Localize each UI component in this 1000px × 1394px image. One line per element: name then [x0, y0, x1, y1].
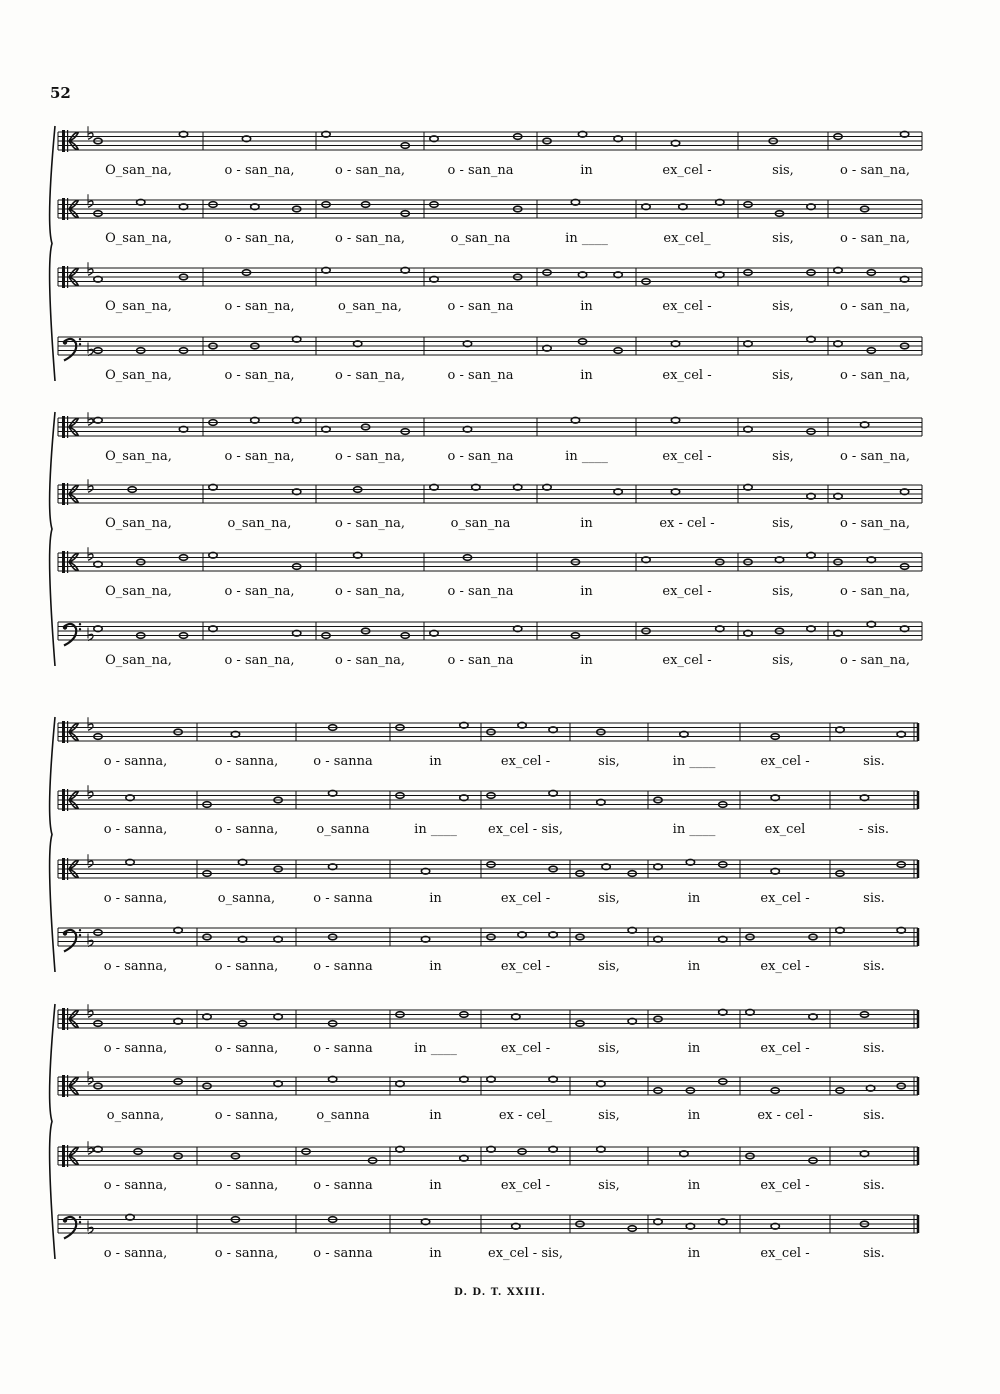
staff	[58, 262, 922, 314]
lyric-syllable: o_san_na	[450, 231, 511, 246]
lyric-syllable: o - san_na,	[334, 584, 406, 599]
lyric-syllable: ex_cel -	[760, 754, 810, 769]
lyric-syllable: o - san_na,	[839, 449, 911, 464]
lyric-syllable: sis.	[863, 1246, 885, 1261]
lyric-syllable: ex_cel -	[662, 449, 712, 464]
lyric-syllable: o - san_na,	[224, 231, 295, 246]
flat-key-signature-icon	[88, 1004, 93, 1017]
lyric-syllable: o - sanna,	[214, 1178, 279, 1193]
staff	[58, 854, 918, 906]
publication-footer: D. D. T. XXIII.	[454, 1287, 546, 1298]
lyric-syllable: o - san_na,	[839, 584, 911, 599]
lyric-syllable: o - sanna,	[214, 822, 279, 837]
lyric-syllable: O_san_na,	[105, 584, 172, 599]
lyric-syllable: in	[580, 368, 593, 383]
system-brace	[50, 126, 55, 381]
lyric-syllable: sis,	[598, 1041, 620, 1056]
lyric-syllable: ex_cel -	[760, 1246, 810, 1261]
lyric-syllable: in ____	[672, 822, 716, 837]
lyric-syllable: o - sanna,	[103, 1246, 168, 1261]
lyric-syllable: sis.	[863, 754, 885, 769]
lyric-syllable: o - san_na,	[334, 368, 406, 383]
system-2	[50, 412, 922, 668]
staff	[58, 785, 918, 837]
lyric-syllable: o - san_na,	[224, 163, 295, 178]
lyric-syllable: ex_cel - sis,	[488, 822, 563, 837]
lyric-syllable: o - san_na,	[224, 653, 295, 668]
lyric-syllable: o - san_na	[447, 163, 514, 178]
lyric-syllable: in	[429, 1178, 442, 1193]
lyric-syllable: o - san_na,	[839, 163, 911, 178]
lyric-syllable: in ____	[414, 822, 457, 837]
flat-key-signature-icon	[88, 547, 93, 560]
lyric-syllable: sis,	[772, 516, 794, 531]
lyric-syllable: sis.	[863, 1041, 885, 1056]
lyric-syllable: o - san_na,	[224, 584, 295, 599]
lyric-syllable: sis,	[598, 959, 620, 974]
lyric-syllable: ex_cel - sis,	[488, 1246, 563, 1261]
lyric-syllable: sis,	[598, 1178, 620, 1193]
lyric-syllable: o - sanna	[313, 1246, 373, 1261]
lyric-syllable: o_san_na,	[227, 516, 292, 531]
lyric-syllable: in	[687, 1041, 701, 1056]
lyric-syllable: o - san_na	[447, 584, 514, 599]
lyric-syllable: o_sanna,	[217, 891, 276, 906]
lyric-syllable: ex_cel -	[760, 959, 810, 974]
system-4	[50, 1004, 918, 1261]
lyric-syllable: o - san_na,	[334, 231, 406, 246]
lyric-syllable: in	[687, 1108, 701, 1123]
lyric-syllable: ex_cel -	[500, 891, 551, 906]
lyric-syllable: ex_cel -	[500, 1041, 551, 1056]
lyric-syllable: in	[580, 299, 593, 314]
staff	[58, 547, 922, 599]
lyric-syllable: sis,	[772, 231, 794, 246]
lyric-syllable: in ____	[565, 231, 608, 246]
staff	[58, 126, 922, 178]
lyric-syllable: in ____	[414, 1041, 457, 1056]
lyric-syllable: sis,	[772, 163, 794, 178]
lyric-syllable: ex_cel -	[500, 754, 551, 769]
lyric-syllable: sis,	[772, 449, 794, 464]
lyric-syllable: o - san_na,	[839, 368, 911, 383]
lyric-syllable: ex_cel -	[760, 891, 810, 906]
lyric-syllable: sis.	[863, 1178, 885, 1193]
flat-key-signature-icon	[88, 628, 93, 641]
lyric-syllable: sis,	[598, 891, 620, 906]
lyric-syllable: in	[580, 163, 593, 178]
staff	[58, 412, 922, 464]
lyric-syllable: ex - cel -	[757, 1108, 813, 1123]
lyric-syllable: o_sanna	[316, 1108, 370, 1123]
flat-key-signature-icon	[88, 126, 93, 139]
lyric-syllable: o - san_na,	[334, 516, 406, 531]
lyric-syllable: o - sanna,	[214, 754, 279, 769]
lyric-syllable: o - san_na,	[224, 449, 295, 464]
lyric-syllable: o - sanna,	[214, 1246, 279, 1261]
lyric-syllable: O_san_na,	[105, 299, 172, 314]
lyric-syllable: in	[687, 1178, 701, 1193]
lyric-syllable: in	[687, 1246, 701, 1261]
lyric-syllable: in	[687, 891, 701, 906]
lyric-syllable: ex_cel	[764, 822, 806, 837]
lyric-syllable: o - sanna,	[214, 1041, 279, 1056]
lyric-syllable: in ____	[672, 754, 716, 769]
lyric-syllable: o - san_na	[447, 368, 514, 383]
flat-key-signature-icon	[88, 262, 93, 275]
system-brace	[50, 412, 55, 666]
lyric-syllable: o - sanna,	[214, 959, 279, 974]
lyric-syllable: o - san_na,	[334, 163, 406, 178]
flat-key-signature-icon	[88, 934, 93, 947]
system-3	[50, 717, 918, 974]
lyric-syllable: o - sanna,	[214, 1108, 279, 1123]
flat-key-signature-icon	[88, 854, 93, 867]
lyric-syllable: o - sanna,	[103, 959, 168, 974]
lyric-syllable: O_san_na,	[105, 516, 172, 531]
lyric-syllable: ex_cel -	[500, 959, 551, 974]
lyric-syllable: o - sanna,	[103, 1041, 168, 1056]
lyric-syllable: - sis.	[858, 822, 890, 837]
lyric-syllable: O_san_na,	[105, 368, 172, 383]
lyric-syllable: sis,	[598, 754, 620, 769]
lyric-syllable: o - san_na,	[334, 653, 406, 668]
lyric-syllable: sis,	[772, 299, 794, 314]
lyric-syllable: sis,	[772, 584, 794, 599]
lyric-syllable: sis,	[772, 368, 794, 383]
lyric-syllable: o - san_na,	[839, 516, 911, 531]
lyric-syllable: ex_cel -	[662, 163, 712, 178]
lyric-syllable: o - san_na,	[839, 299, 911, 314]
lyric-syllable: O_san_na,	[105, 163, 172, 178]
lyric-syllable: o - san_na,	[224, 299, 295, 314]
lyric-syllable: o - sanna,	[103, 1178, 168, 1193]
lyric-syllable: o - sanna	[313, 1178, 373, 1193]
lyric-syllable: o - san_na	[447, 299, 514, 314]
staff	[58, 479, 922, 531]
lyric-syllable: O_san_na,	[105, 449, 172, 464]
flat-key-signature-icon	[88, 1071, 93, 1084]
lyric-syllable: o - sanna,	[103, 891, 168, 906]
lyric-syllable: o - san_na,	[839, 231, 911, 246]
lyric-syllable: o - sanna	[313, 1041, 373, 1056]
lyric-syllable: o - sanna,	[103, 822, 168, 837]
flat-key-signature-icon	[88, 343, 93, 356]
system-brace	[50, 717, 55, 972]
staff	[58, 1004, 918, 1056]
lyric-syllable: in	[429, 754, 442, 769]
lyric-syllable: o - san_na,	[224, 368, 295, 383]
lyric-syllable: ex_cel -	[760, 1041, 810, 1056]
lyric-syllable: o - san_na,	[334, 449, 406, 464]
staff	[58, 1141, 918, 1193]
lyric-syllable: sis.	[863, 1108, 885, 1123]
lyric-syllable: in	[429, 1108, 442, 1123]
lyric-syllable: in	[429, 959, 442, 974]
lyric-syllable: ex_cel_	[663, 231, 711, 246]
lyric-syllable: sis.	[863, 891, 885, 906]
staff	[58, 194, 922, 246]
lyric-syllable: in	[429, 891, 442, 906]
system-brace	[50, 1004, 55, 1259]
lyric-syllable: o_san_na,	[338, 299, 402, 314]
lyric-syllable: in	[687, 959, 701, 974]
page-number: 52	[50, 84, 71, 102]
lyric-syllable: in ____	[565, 449, 608, 464]
lyric-syllable: ex - cel -	[659, 516, 715, 531]
flat-key-signature-icon	[88, 1221, 93, 1234]
lyric-syllable: o - san_na,	[839, 653, 911, 668]
lyric-syllable: sis,	[772, 653, 794, 668]
lyric-syllable: o_sanna,	[106, 1108, 165, 1123]
flat-key-signature-icon	[88, 479, 93, 492]
lyric-syllable: ex_cel -	[662, 368, 712, 383]
lyric-syllable: o - sanna	[313, 754, 373, 769]
lyric-syllable: in	[580, 584, 593, 599]
flat-key-signature-icon	[88, 717, 93, 730]
staff	[58, 927, 918, 974]
staff	[58, 717, 918, 769]
staff	[58, 336, 922, 383]
lyric-syllable: o_san_na	[450, 516, 511, 531]
flat-key-signature-icon	[88, 785, 93, 798]
lyric-syllable: sis,	[598, 1108, 620, 1123]
lyric-syllable: o - san_na	[447, 653, 514, 668]
flat-key-signature-icon	[88, 412, 93, 425]
staff	[58, 621, 922, 668]
flat-key-signature-icon	[88, 1141, 93, 1154]
lyric-syllable: ex_cel -	[662, 584, 712, 599]
staff	[58, 1071, 918, 1123]
system-1	[50, 126, 922, 383]
lyric-syllable: sis.	[863, 959, 885, 974]
lyric-syllable: ex_cel -	[662, 653, 712, 668]
lyric-syllable: o - sanna	[313, 891, 373, 906]
lyric-syllable: ex - cel_	[498, 1108, 553, 1123]
lyric-syllable: in	[580, 516, 593, 531]
lyric-syllable: O_san_na,	[105, 231, 172, 246]
lyric-syllable: o - san_na	[447, 449, 514, 464]
lyric-syllable: o - sanna,	[103, 754, 168, 769]
lyric-syllable: ex_cel -	[662, 299, 712, 314]
lyric-syllable: in	[580, 653, 593, 668]
lyric-syllable: ex_cel -	[760, 1178, 810, 1193]
lyric-syllable: in	[429, 1246, 442, 1261]
lyric-syllable: o_sanna	[316, 822, 370, 837]
flat-key-signature-icon	[88, 194, 93, 207]
lyric-syllable: o - sanna	[313, 959, 373, 974]
lyric-syllable: ex_cel -	[500, 1178, 551, 1193]
staff	[58, 1214, 918, 1261]
lyric-syllable: O_san_na,	[105, 653, 172, 668]
